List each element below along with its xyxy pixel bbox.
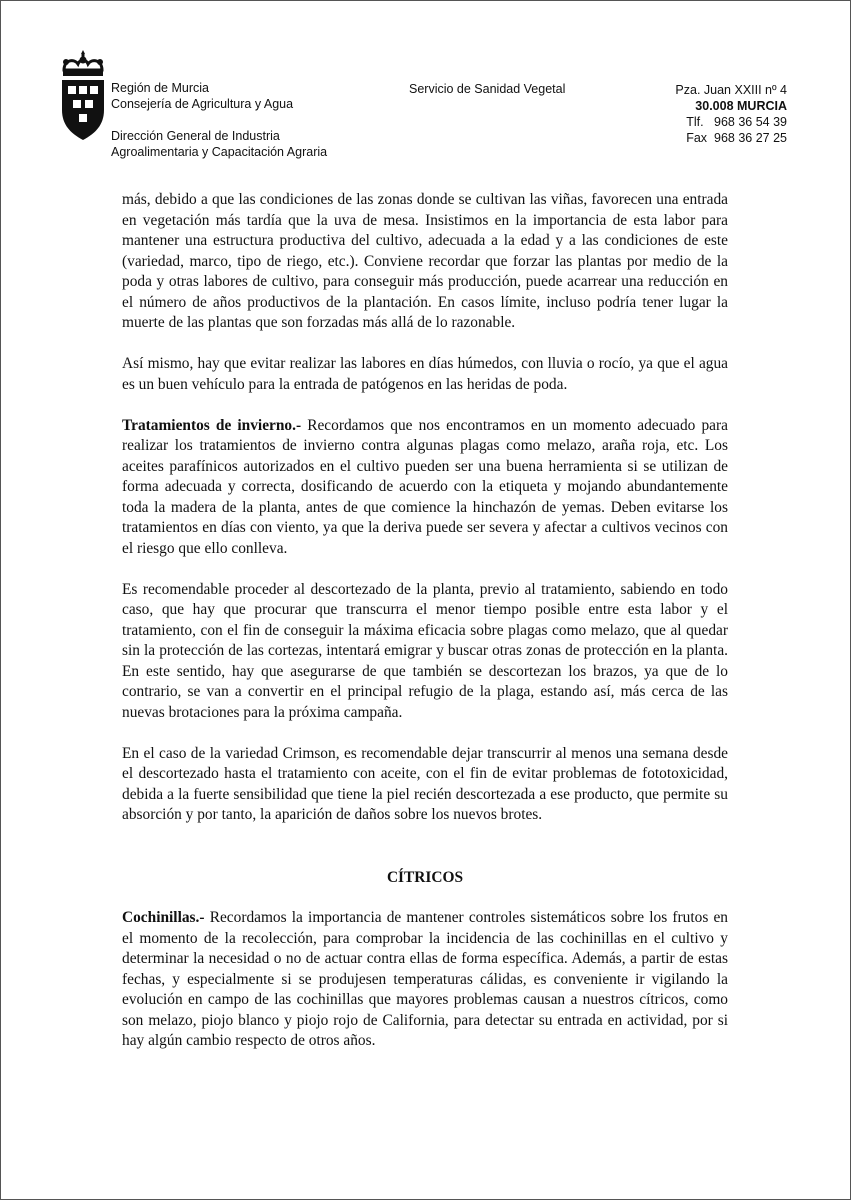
address-fax: Fax 968 36 27 25 — [686, 131, 787, 145]
org-directorate-line1: Dirección General de Industria — [111, 129, 280, 143]
document-body — [122, 190, 728, 1072]
org-department: Consejería de Agricultura y Agua — [111, 97, 294, 111]
paragraph-debarking: Es recomendable proceder al descortezado de la planta, previo al tratamiento, sabiendo en todo caso, que hay que procurar que transcurra el menor tiempo posible entre esta labor y el tratamiento, con el fin de conseguir la máxima eficacia sobre plagas como melazo, que al quedar sin la protección de las cortezas, intentará emigrar y buscar otras zonas de protección en la planta. En este sentido, hay que asegurarse de que también se descortezan los brazos, ya que de lo contrario, se van a convertir en el principal refugio de la plaga, estando así, más cerca de las nuevas brotaciones para la próxima campaña. — [122, 580, 728, 721]
paragraph-pruning-continued: más, debido a que las condiciones de las zonas donde se cultivan las viñas, favorecen una entrada en vegetación más tardía que la uva de mesa. Insistimos en la importancia de esta labor para mantener una estructura productiva del cultivo, adecuada a la edad y a las condiciones de este (variedad, marco, tipo de riego, etc.). Conviene recordar que forzar las plantas por medio de la poda y otras labores de cultivo, para conseguir más producción, puede acarrear una reducción en el número de años productivos de la plantación. En casos límite, incluso podría tener lugar la muerte de las plantas que son forzadas más allá de lo razonable. — [122, 191, 728, 331]
org-region: Región de Murcia — [111, 81, 209, 95]
paragraph-winter-treatments — [122, 416, 728, 560]
org-directorate-line2: Agroalimentaria y Capacitación Agraria — [111, 145, 328, 159]
paragraph-mealybugs — [122, 908, 728, 1052]
address-city: 30.008 MURCIA — [695, 99, 787, 113]
section-title-citricos: CÍTRICOS — [386, 868, 464, 886]
address-block — [675, 82, 787, 146]
mealybugs-text: Recordamos la importancia de mantener controles sistemáticos sobre los frutos en el momento de la recolección, para comprobar la incidencia de las cochinillas en el cultivo y determinar la necesidad o no de actuar contra ellas de forma específica. Además, a partir de estas fechas, y especialmente si se produjesen temperaturas cálidas, es conveniente ir vigilando la evolución en campo de las cochinillas que mayores problemas causan a nuestros cítricos, como son melazo, piojo blanco y piojo rojo de California, para detectar su entrada en actividad, por si hay algún cambio respecto de otros años. — [122, 909, 728, 1049]
paragraph-crimson-variety: En el caso de la variedad Crimson, es recomendable dejar transcurrir al menos una semana desde el descortezado hasta el tratamiento con aceite, con el fin de evitar problemas de fototoxicidad, debida a la fuerte sensibilidad que tiene la piel recién descortezada a ese producto, que permite su absorción y por tanto, la aparición de daños sobre los nuevos brotes. — [122, 744, 728, 823]
address-street: Pza. Juan XXIII nº 4 — [675, 83, 787, 97]
service-name: Servicio de Sanidad Vegetal — [409, 82, 566, 96]
region-murcia-coat-of-arms-logo — [58, 48, 108, 142]
winter-treatments-heading: Tratamientos de invierno.- — [122, 416, 302, 434]
mealybugs-heading: Cochinillas.- — [122, 909, 205, 926]
address-phone: Tlf. 968 36 54 39 — [686, 115, 787, 129]
winter-treatments-text: Recordamos que nos encontramos en un momento adecuado para realizar los tratamientos de invierno contra algunas plagas como melazo, araña roja, etc. Los aceites parafínicos autorizados en el cultivo pueden ser una buena herramienta si se utilizan de forma adecuada y correcta, dosificando de acuerdo con la etiqueta y mojando abundantemente toda la madera de la planta, antes de que comience la hinchazón de yemas. Deben evitarse los tratamientos en días con viento, ya que la deriva puede ser severa y afectar a cultivos vecinos con el riesgo que ello conlleva. — [122, 416, 728, 557]
organization-block — [111, 80, 327, 160]
paragraph-humid-days: Así mismo, hay que evitar realizar las labores en días húmedos, con lluvia o rocío, ya que el agua es un buen vehículo para la entrada de patógenos en las heridas de poda. — [122, 355, 728, 393]
